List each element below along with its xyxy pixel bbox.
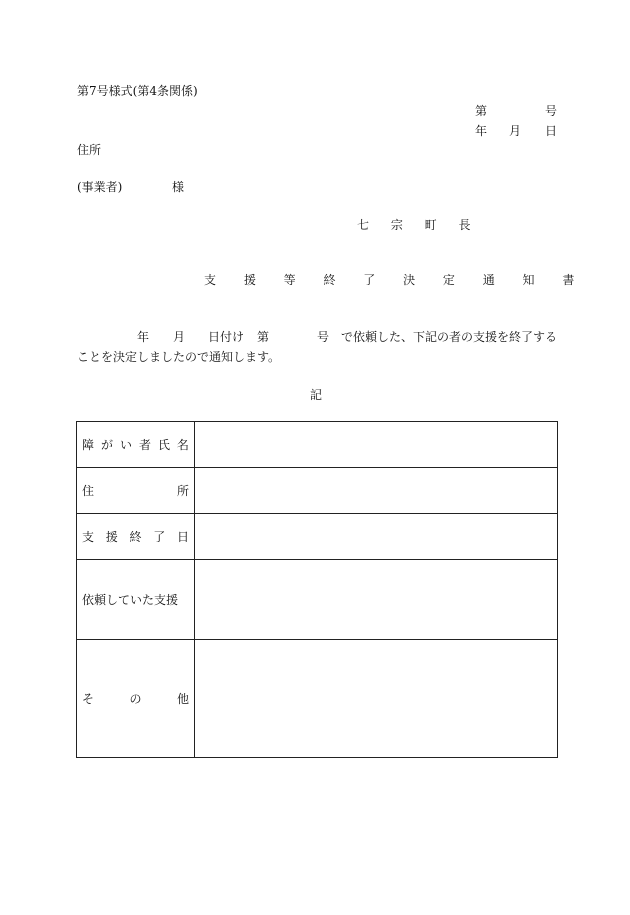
- date-year: 年: [475, 124, 488, 138]
- label-char: 者: [138, 438, 151, 452]
- row-label: 依頼していた支援: [82, 593, 179, 607]
- label-char: 障: [82, 438, 95, 452]
- address-label: 住所: [77, 143, 102, 157]
- row-label: [82, 528, 189, 545]
- ki-label: 記: [310, 388, 323, 402]
- label-char: 氏: [157, 438, 170, 452]
- label-char: の: [129, 692, 142, 706]
- label-char: が: [100, 438, 113, 452]
- support-value-cell[interactable]: [195, 560, 558, 640]
- label-char: 日: [176, 530, 189, 544]
- label-char: 終: [129, 530, 142, 544]
- date-month: 月: [509, 124, 522, 138]
- label-char: そ: [82, 692, 95, 706]
- label-char: 所: [176, 484, 189, 498]
- number-prefix: 第: [475, 104, 488, 118]
- number-suffix: 号: [545, 104, 558, 118]
- table-row: [77, 514, 558, 560]
- body-dai: 第: [257, 330, 270, 344]
- label-char: 援: [105, 530, 118, 544]
- form-number-label: 第7号様式(第4条関係): [77, 84, 198, 98]
- label-char: 他: [176, 692, 189, 706]
- body-dated: 日付け: [208, 330, 245, 344]
- name-value-cell[interactable]: [195, 422, 558, 468]
- body-line-2: ことを決定しましたので通知します。: [77, 350, 281, 364]
- business-label: (事業者): [77, 180, 123, 194]
- honorific: 様: [172, 180, 185, 194]
- label-char: 支: [82, 530, 95, 544]
- document-title: 支 援 等 終 了 決 定 通 知 書: [204, 273, 587, 287]
- other-value-cell[interactable]: [195, 640, 558, 758]
- address-value-cell[interactable]: [195, 468, 558, 514]
- table-row: [77, 422, 558, 468]
- row-label-cell: [77, 422, 195, 468]
- label-char: 了: [153, 530, 166, 544]
- body-month: 月: [173, 330, 186, 344]
- row-label-cell: [77, 468, 195, 514]
- row-label: [82, 436, 189, 453]
- row-label-cell: [77, 514, 195, 560]
- row-label: [82, 690, 189, 707]
- table-row: [77, 468, 558, 514]
- issuer-name: 七 宗 町 長: [357, 218, 480, 232]
- end-date-value-cell[interactable]: [195, 514, 558, 560]
- label-char: 住: [82, 484, 95, 498]
- label-char: 名: [176, 438, 189, 452]
- body-year: 年: [137, 330, 150, 344]
- info-table: [76, 421, 558, 758]
- row-label-cell: [77, 640, 195, 758]
- row-label: [82, 482, 189, 499]
- table-row: [77, 640, 558, 758]
- label-char: い: [119, 438, 132, 452]
- row-label-cell: [77, 560, 195, 640]
- table-row: [77, 560, 558, 640]
- body-go-text: 号 で依頼した、下記の者の支援を終了する: [317, 330, 558, 344]
- date-day: 日: [545, 124, 558, 138]
